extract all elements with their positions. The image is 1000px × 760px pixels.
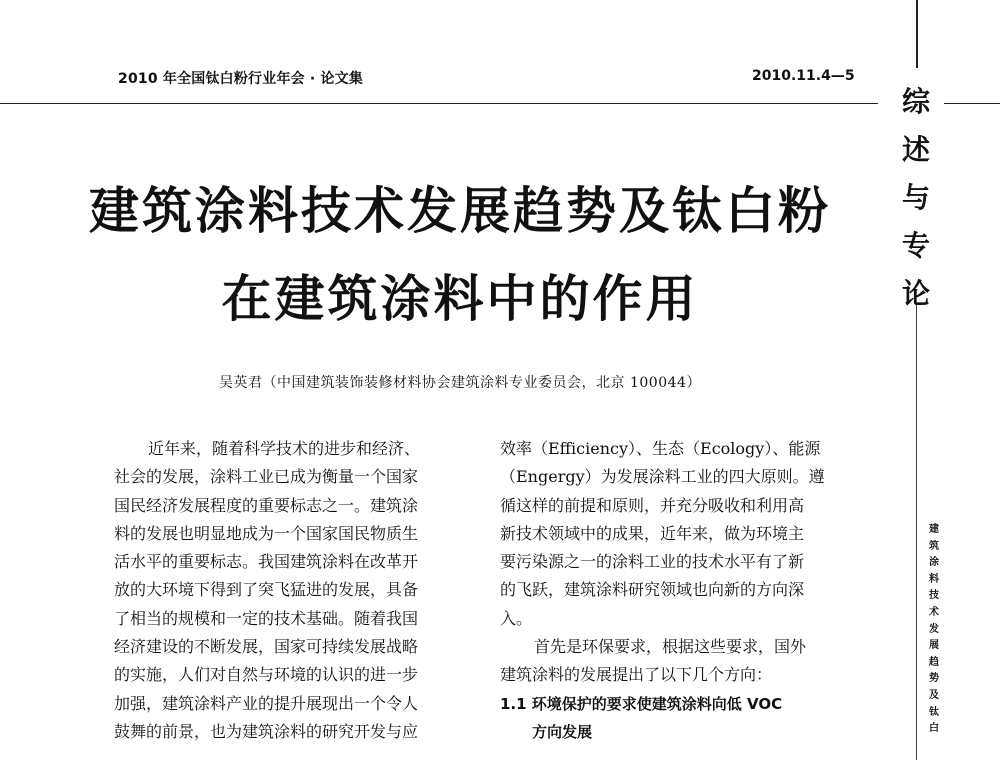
- journal-header: 2010 年全国钛白粉行业年会 · 论文集: [118, 71, 364, 87]
- running-title-char: 技: [929, 590, 939, 602]
- body-line: 了相当的规模和一定的技术基础。随着我国: [114, 608, 419, 628]
- running-title-char: 料: [929, 573, 939, 585]
- body-line: 首先是环保要求，根据这些要求，国外: [534, 637, 807, 657]
- body-line: 料的发展也明显地成为一个国家国民物质生: [114, 523, 419, 543]
- section-label-char: 专: [901, 229, 930, 262]
- body-line: 社会的发展，涂料工业已成为衡量一个国家: [114, 467, 419, 487]
- header-date: 2010.11.4—5: [752, 68, 855, 84]
- running-title-char: 发: [929, 623, 939, 635]
- section-heading: 1.1 环境保护的要求使建筑涂料向低 VOC: [500, 694, 783, 713]
- body-line: 鼓舞的前景，也为建筑涂料的研究开发与应: [114, 721, 419, 741]
- running-title-char: 涂: [929, 557, 939, 569]
- running-title-char: 筑: [929, 540, 939, 552]
- body-line: 新技术领域中的成果，近年来，做为环境主: [500, 523, 805, 543]
- running-title-char: 建: [929, 524, 939, 535]
- section-label-char: 综: [901, 85, 930, 118]
- body-line: 活水平的重要标志。我国建筑涂料在改革开: [114, 552, 419, 572]
- running-title-char: 术: [929, 606, 939, 618]
- body-line: 放的大环境下得到了突飞猛进的发展，具备: [114, 580, 419, 600]
- body-line: 加强，建筑涂料产业的提升展现出一个令人: [114, 693, 419, 713]
- section-label-char: 与: [901, 181, 930, 214]
- running-title-vertical: [924, 522, 944, 738]
- running-title-char: 白: [929, 723, 939, 735]
- running-title-char: 及: [929, 689, 939, 701]
- author-affiliation: 吴英君（中国建筑装饰装修材料协会建筑涂料专业委员会，北京 100044）: [219, 375, 701, 391]
- running-title-char: 展: [929, 640, 939, 652]
- side-vertical-rule-bottom: [916, 304, 917, 760]
- body-column-right: [500, 435, 862, 746]
- body-line: 的实施，人们对自然与环境的认识的进一步: [114, 665, 419, 685]
- body-line: 循这样的前提和原则，并充分吸收和利用高: [500, 495, 805, 515]
- section-label-char: 论: [901, 277, 930, 310]
- body-line: 效率（Efficiency）、生态（Ecology）、能源: [500, 439, 821, 458]
- paper-title-line-2: 在建筑涂料中的作用: [221, 270, 699, 328]
- running-title-char: 势: [929, 673, 939, 685]
- body-line: 国民经济发展程度的重要标志之一。建筑涂: [114, 495, 419, 515]
- body-line: 近年来，随着科学技术的进步和经济、: [148, 439, 421, 458]
- body-line: 的飞跃，建筑涂料研究领域也向新的方向深: [500, 580, 805, 600]
- body-line: （Engergy）为发展涂料工业的四大原则。遵: [500, 467, 825, 487]
- section-label: [890, 78, 942, 318]
- body-line: 要污染源之一的涂料工业的技术水平有了新: [500, 552, 805, 572]
- section-heading-continued: 方向发展: [532, 722, 593, 741]
- body-column-left: [114, 435, 476, 746]
- section-label-char: 述: [901, 133, 930, 166]
- header-rule-right: [944, 103, 1000, 104]
- side-vertical-rule-top: [916, 0, 918, 68]
- body-line: 经济建设的不断发展，国家可持续发展战略: [114, 637, 419, 657]
- body-line: 建筑涂料的发展提出了以下几个方向：: [500, 665, 773, 685]
- body-line: 入。: [500, 608, 533, 628]
- header-rule: [0, 103, 878, 104]
- running-title-char: 钛: [929, 706, 939, 718]
- running-title-char: 趋: [929, 656, 939, 668]
- paper-title-line-1: 建筑涂料技术发展趋势及钛白粉: [89, 182, 831, 240]
